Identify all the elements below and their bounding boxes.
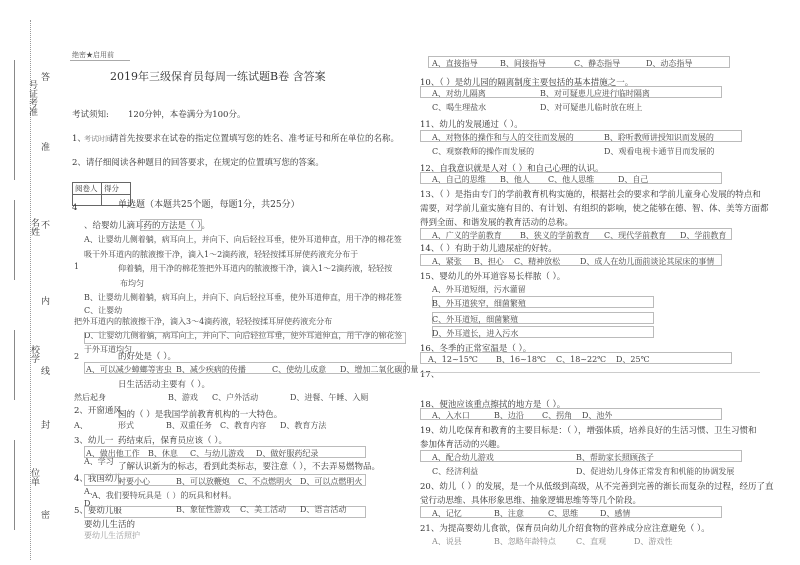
q9-option-c: C、静态指导 (574, 59, 621, 68)
q16-option-b: B、16~18℃ (496, 355, 546, 364)
q13-option-b: B、狭义的学前教育 (520, 231, 590, 240)
q4-option-a-text: 形式 (118, 421, 134, 430)
q1-answer-box[interactable] (140, 219, 202, 231)
q15-option-c: C、外耳道短，细菌繁殖 (432, 315, 519, 324)
q13-option-c: C、现代学前教育 (604, 231, 667, 240)
binding-label-mi: 密 (39, 510, 49, 519)
q19-stem-line2: 参加体育活动的兴趣。 (420, 440, 506, 450)
q9-option-box (428, 56, 730, 68)
q10-option-b: B、对可疑患儿应进行临时隔离 (540, 89, 650, 98)
q1-number: 1 (74, 262, 80, 271)
q1-option-b-cont2: 布均匀 (120, 279, 144, 288)
q18-option-a: A、入水口 (432, 411, 470, 420)
q13-stem-line2: 需要，对学前儿童实施有目的、有计划、有组织的影响，使之能够在德、智、体、美等方面都 (420, 204, 769, 214)
q12-option-b: B、他人 (500, 175, 530, 184)
section-title: 单选题（本题共25个题，每题1分，共25分） (118, 200, 300, 210)
q16-option-d: D、25℃ (616, 355, 650, 364)
q9-option-a: A、直接指导 (432, 59, 478, 68)
score-table-reviewer: 阅卷人 (73, 183, 102, 195)
q1-stem: 、给婴幼儿滴耳药的方法是（ ）。 (84, 221, 210, 231)
q14-option-c: C、精神放松 (514, 257, 561, 266)
q2-option-a: A、可以减少蟑螂等害虫 (86, 365, 172, 374)
q1-option-d-cont: 于外耳道均匀 (84, 345, 132, 354)
binding-label-zhun: 准 (39, 142, 49, 151)
q2-option-d: D、增加二氧化碳的量 (340, 365, 419, 374)
q13-option-a: A、广义的学前教育 (432, 231, 502, 240)
q12-option-a: A、自己的思维 (432, 175, 486, 184)
q3-option-a: 然后起身 (74, 393, 106, 402)
q20-stem: 20、幼儿（ ）的发展，是一个从低级到高级，从不完善到完善的渐长而复杂的过程，经历了直 (420, 482, 774, 492)
q7-option-c: C、美工活动 (240, 505, 287, 514)
binding-label-xian: 线 (39, 366, 49, 375)
q10-option-a: A、对幼儿隔离 (432, 89, 486, 98)
q12-option-d: D、自己 (618, 175, 649, 184)
q21-stem: 21、为提高婴幼儿食欲，保育员向幼儿介绍食物的营养成分应注意避免（ ）。 (420, 524, 710, 534)
q1-option-c-cont: 把外耳道内的脓液擦干净，滴入3～4滴药液，轻轻按揉耳屏使药液充分布 (74, 317, 333, 326)
q3-option-c: C、户外活动 (212, 393, 259, 402)
q2-number: 2 (74, 352, 80, 361)
q19-option-a: A、配合幼儿游戏 (432, 453, 494, 462)
q6-option-d: D、可以点燃明火 (300, 477, 363, 486)
q15-option-d: D、外耳道长，进入污水 (432, 329, 519, 338)
q14-option-b: B、担心 (474, 257, 504, 266)
q12-option-c: C、他人思维 (548, 175, 595, 184)
q13-stem-line3: 得到全面、和谐发展的教育活动的总称。 (420, 218, 574, 228)
q11-option-b: B、聆听教师讲授知识而发展的 (604, 133, 714, 142)
binding-label-danwei: 位单 (29, 468, 39, 486)
q5-option-a: A、做出他工作 (86, 449, 140, 458)
q8-option-a: 要幼儿生活照护 (84, 531, 140, 540)
secret-label: 绝密★启用前 (72, 51, 114, 59)
page-title: 2019年三级保育员每周一练试题B卷 含答案 (110, 70, 326, 83)
q1-option-b: B、让婴幼儿侧着躺，病耳向上，并向下、向后轻拉耳垂，使外耳道伸直，用干净的棉花签 (84, 293, 402, 302)
q21-option-d: D、游戏性 (634, 537, 673, 546)
q6-option-a-label: A、 (84, 487, 98, 496)
notice-item2: 2、请仔细阅读各种题目的回答要求，在规定的位置填写您的答案。 (72, 158, 324, 168)
q21-option-a: A、说县 (432, 537, 462, 546)
q11-option-c: C、观察教师的操作而发展的 (432, 147, 535, 156)
q4-option-a: A、 (74, 421, 88, 430)
notice-time: 120分钟，本卷满分为100分。 (128, 110, 246, 120)
q1-option-c: C、让婴幼 (84, 306, 123, 315)
q7-option-d: D、语言活动 (300, 505, 347, 514)
q11-option-d: D、观看电视卡通节目而发展的 (604, 147, 715, 156)
q13-stem: 13、（ ）是指由专门的学前教育机构实施的，根据社会的要求和学前儿童身心发展的特点和 (420, 190, 761, 200)
q20-option-b: B、注意 (494, 509, 524, 518)
q21-option-b: B、忽略年龄特点 (494, 537, 556, 546)
q5-option-a2: A、学习 (84, 457, 114, 466)
q6-option-c: C、不点燃明火 (238, 477, 293, 486)
q1-option-box (84, 332, 406, 344)
q19-option-b: B、帮助家长照顾孩子 (576, 453, 654, 462)
q15-option-a: A、外耳道短细，污水灌留 (432, 285, 526, 294)
notice-heading: 考试须知: (72, 110, 109, 120)
binding-label-xiaoxue: 校学 (29, 345, 39, 363)
q5-label: 5、要幼儿服 (74, 506, 122, 516)
binding-label-kaozheng: 号证考准 (27, 80, 37, 116)
q16-stem: 16、冬季的正常室温是（ ）。 (420, 344, 532, 354)
q14-option-a: A、紧张 (432, 257, 462, 266)
q10-option-c: C、喝生理盐水 (432, 103, 487, 112)
q18-option-c: C、拐角 (542, 411, 573, 420)
q9-option-b: B、间接指导 (500, 59, 546, 68)
q2-label: 2、开窗通风 (74, 406, 122, 416)
q5-option-d: D、做好服药纪录 (256, 449, 319, 458)
notice-item1-overlay: 考试时间 (84, 135, 112, 143)
q2-option-b: B、减少疾病的传播 (176, 365, 246, 374)
binding-label-nei: 内 (39, 296, 49, 305)
q19-option-d: D、促进幼儿身体正常发育和机能的协调发展 (576, 467, 735, 476)
q15-stem: 15、婴幼儿的外耳道容易长样脓（ ）。 (420, 272, 566, 282)
q5-option-c: C、与幼儿游戏 (190, 449, 245, 458)
q13-option-d: D、学前教育 (680, 231, 727, 240)
q10-stem: 10、（ ）是幼儿园的隔离制度主要包括的基本措施之一。 (420, 78, 634, 88)
q6-option-b: B、可以放鞭炮 (176, 477, 230, 486)
binding-label-da: 答 (39, 72, 49, 81)
q20-stem-line2: 觉行动思维、具体形象思维、抽象逻辑思维等等几个阶段。 (420, 496, 642, 506)
q5-stem: 药结束后，保育员应该（ ）。 (118, 436, 227, 446)
q4-option-d: D、教育方法 (280, 421, 327, 430)
q14-stem: 14、（ ）有助于幼儿遗尿症的好转。 (420, 244, 557, 254)
q20-option-d: D、感情 (600, 509, 631, 518)
q16-option-a: A、12~15℃ (428, 355, 478, 364)
q20-option-c: C、思维 (548, 509, 579, 518)
q18-option-d: D、池外 (582, 411, 613, 420)
q1-option-b-cont: 仰着躺，用干净的棉花签把外耳道内的脓液擦干净，滴入1～2滴药液，轻轻按 (118, 264, 393, 273)
q4-option-c: C、教育内容 (220, 421, 267, 430)
q10-option-d: D、对可疑患儿临时放在班上 (540, 103, 643, 112)
q20-option-a: A、记忆 (432, 509, 462, 518)
binding-label-xingming: 名姓 (29, 218, 39, 236)
q21-option-c: C、直观 (576, 537, 607, 546)
q1-option-a-cont: 吸干外耳道内的脓液擦干净，滴入1～2滴药液，轻轻按揉耳屏使药液充分布于 (84, 250, 359, 259)
q7-stem: A、我们要特玩具是（ ）的玩具和材料。 (92, 491, 237, 500)
q3-option-b: B、游戏 (168, 393, 198, 402)
q9-option-d: D、动态指导 (646, 59, 693, 68)
q6-stem: 了解认识新为的标志，看到此类标志，要注意（ ），不去弄易燃物品。 (118, 462, 380, 472)
q4-label: 4、我国幼儿 (74, 474, 122, 484)
q16-option-c: C、18~22℃ (556, 355, 607, 364)
q3-label: 3、幼儿一 (74, 436, 114, 446)
binding-label-bu: 不 (39, 220, 49, 229)
notice-item1: 请首先按要求在试卷的指定位置填写您的姓名、准考证号和所在单位的名称。 (110, 134, 400, 144)
q14-option-d: D、成人在幼儿面前谈论其尿床的事情 (580, 257, 715, 266)
q19-stem: 19、幼儿吃保育和教育的主要目标是：（ ），增强体质，培养良好的生活习惯、卫生习惯和 (420, 426, 757, 436)
q5-option-b: B、休息 (148, 449, 178, 458)
notice-item1-num: 1、 (72, 134, 86, 144)
q2-stem: 的好处是（ ）。 (118, 352, 176, 362)
score-table-score: 得分 (102, 183, 131, 195)
q3-stem: 日生活活动主要有（ ）。 (118, 380, 210, 390)
q11-stem: 11、幼儿的发展通过（ ）。 (420, 120, 523, 130)
q12-stem: 12、自我意识就是人对（ ）和自己心理的认识。 (420, 164, 604, 174)
q8-stem: 要幼儿生活的 (84, 520, 136, 530)
q15-option-b: B、外耳道狭窄，细菌繁殖 (432, 299, 526, 308)
q1-option-d: D、让婴幼儿侧着躺，病耳向上，并向下、向后轻拉耳垂，使外耳道伸直，用干净的棉花签 (84, 331, 403, 340)
q7-option-d-label: D、 (84, 499, 99, 508)
q4-stem: 园的（ ）是我国学前教育机构的一大特色。 (118, 410, 283, 420)
q2-option-c: C、使幼儿成意 (272, 365, 327, 374)
binding-label-feng: 封 (39, 420, 49, 429)
q6-option-a: 时要小心 (118, 477, 150, 486)
q11-option-a: A、对物体的操作和与人的交往而发展的 (432, 133, 574, 142)
q4-option-b: B、双重任务 (166, 421, 212, 430)
section-number: 4 (72, 203, 78, 213)
q18-option-b: B、边沿 (494, 411, 524, 420)
q1-option-a: A、让婴幼儿侧着躺，病耳向上，并向下、向后轻拉耳垂，使外耳道伸直，用干净的棉花签 (84, 235, 402, 244)
q17-label: 17、 (420, 370, 440, 380)
q17-cutline (420, 372, 760, 373)
q18-stem: 18、便池应该重点擦拭的地方是（ ）。 (420, 400, 566, 410)
q3-option-d: D、进餐、午睡、入厕 (290, 393, 369, 402)
q19-option-c: C、经济利益 (432, 467, 479, 476)
q7-option-b: B、象征性游戏 (176, 505, 230, 514)
